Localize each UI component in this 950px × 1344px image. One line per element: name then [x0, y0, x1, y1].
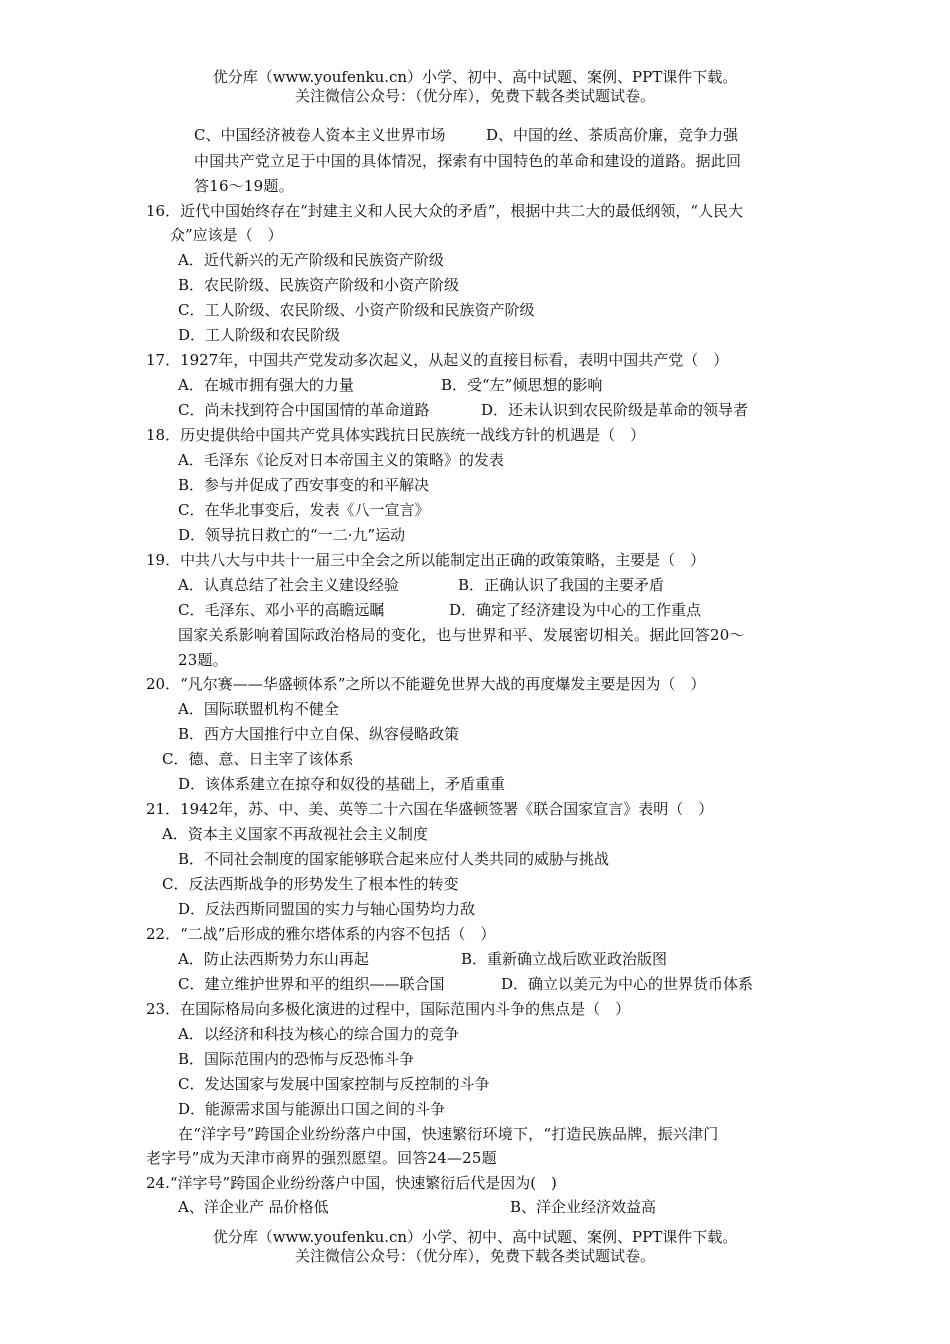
- q22-option-a: A．防止法西斯势力东山再起: [178, 950, 369, 968]
- q20-option-c: C．德、意、日主宰了该体系: [162, 750, 354, 768]
- intro-24-25-line-1: 在“洋字号”跨国企业纷纷落户中国，快速繁衍环境下，“打造民族品牌，振兴津门: [178, 1125, 719, 1143]
- intro-16-19-line-1: 中国共产党立足于中国的具体情况，探索有中国特色的革命和建设的道路。据此回: [194, 152, 742, 170]
- page-header-line-1: 优分库（www.youfenku.cn）小学、初中、高中试题、案例、PPT课件下载。: [212, 68, 738, 86]
- q16-option-d: D．工人阶级和农民阶级: [178, 326, 341, 344]
- page-footer-line-1: 优分库（www.youfenku.cn）小学、初中、高中试题、案例、PPT课件下载。: [212, 1228, 738, 1246]
- q19-option-c: C．毛泽东、邓小平的高瞻远瞩: [178, 601, 385, 619]
- q18-option-c: C．在华北事变后，发表《八一宣言》: [178, 501, 430, 519]
- q23-option-b: B．国际范围内的恐怖与反恐怖斗争: [178, 1050, 415, 1068]
- q20-option-b: B．西方大国推行中立自保、纵容侵略政策: [178, 725, 460, 743]
- intro-20-23-line-2: 23题。: [178, 651, 228, 669]
- q22-stem: 22．“二战”后形成的雅尔塔体系的内容不包括（ ）: [146, 925, 496, 943]
- q23-option-c: C．发达国家与发展中国家控制与反控制的斗争: [178, 1075, 490, 1093]
- q17-option-a: A．在城市拥有强大的力量: [178, 376, 354, 394]
- q19-option-d: D．确定了经济建设为中心的工作重点: [449, 601, 702, 619]
- q18-option-b: B．参与并促成了西安事变的和平解决: [178, 476, 430, 494]
- q19-stem: 19．中共八大与中共十一届三中全会之所以能制定出正确的政策策略，主要是（ ）: [146, 551, 706, 569]
- q15-option-c: C、中国经济被卷人资本主义世界市场: [194, 126, 446, 144]
- q24-stem: 24.“洋字号”跨国企业纷纷落户中国，快速繁衍后代是因为( ): [146, 1174, 557, 1192]
- page-header-line-2: 关注微信公众号：（优分库），免费下载各类试题试卷。: [294, 87, 655, 105]
- q20-option-a: A．国际联盟机构不健全: [178, 700, 339, 718]
- q21-option-b: B．不同社会制度的国家能够联合起来应付人类共同的威胁与挑战: [178, 850, 610, 868]
- q24-option-b: B、洋企业经济效益高: [510, 1198, 657, 1216]
- q18-stem: 18．历史提供给中国共产党具体实践抗日民族统一战线方针的机遇是（ ）: [146, 426, 646, 444]
- q15-option-d: D、中国的丝、茶质高价廉，竞争力强: [486, 126, 739, 144]
- intro-20-23-line-1: 国家关系影响着国际政治格局的变化，也与世界和平、发展密切相关。据此回答20～: [178, 626, 745, 644]
- q19-option-b: B．正确认识了我国的主要矛盾: [458, 576, 665, 594]
- page-footer-line-2: 关注微信公众号：（优分库），免费下载各类试题试卷。: [294, 1247, 655, 1265]
- q17-option-b: B．受“左”倾思想的影响: [441, 376, 603, 394]
- intro-16-19-line-2: 答16～19题。: [194, 177, 294, 195]
- q20-option-d: D．该体系建立在掠夺和奴役的基础上，矛盾重重: [178, 775, 506, 793]
- q16-stem-line-2: 众”应该是（ ）: [170, 226, 283, 244]
- q16-option-b: B．农民阶级、民族资产阶级和小资产阶级: [178, 276, 460, 294]
- q22-option-d: D．确立以美元为中心的世界货币体系: [501, 975, 754, 993]
- q17-stem: 17．1927年，中国共产党发动多次起义，从起义的直接目标看，表明中国共产党（ ）: [146, 351, 729, 369]
- q21-stem: 21．1942年，苏、中、美、英等二十六国在华盛顿签署《联合国家宣言》表明（ ）: [146, 800, 714, 818]
- q24-option-a: A、洋企业产 品价格低: [178, 1198, 329, 1216]
- q23-option-a: A．以经济和科技为核心的综合国力的竞争: [178, 1025, 459, 1043]
- q22-option-c: C．建立维护世界和平的组织——联合国: [178, 975, 445, 993]
- q18-option-d: D．领导抗日救亡的“一二·九”运动: [178, 526, 406, 544]
- q16-option-c: C．工人阶级、农民阶级、小资产阶级和民族资产阶级: [178, 301, 535, 319]
- q19-option-a: A．认真总结了社会主义建设经验: [178, 576, 399, 594]
- q21-option-a: A．资本主义国家不再敌视社会主义制度: [162, 825, 428, 843]
- q17-option-c: C．尚未找到符合中国国情的革命道路: [178, 401, 430, 419]
- q23-stem: 23．在国际格局向多极化演进的过程中，国际范围内斗争的焦点是（ ）: [146, 1000, 631, 1018]
- q20-stem: 20．“凡尔赛——华盛顿体系”之所以不能避免世界大战的再度爆发主要是因为（ ）: [146, 675, 706, 693]
- q22-option-b: B．重新确立战后欧亚政治版图: [461, 950, 668, 968]
- q16-option-a: A．近代新兴的无产阶级和民族资产阶级: [178, 251, 444, 269]
- q21-option-c: C．反法西斯战争的形势发生了根本性的转变: [162, 875, 459, 893]
- q17-option-d: D．还未认识到农民阶级是革命的领导者: [481, 401, 749, 419]
- q21-option-d: D．反法西斯同盟国的实力与轴心国势均力敌: [178, 900, 476, 918]
- q23-option-d: D．能源需求国与能源出口国之间的斗争: [178, 1100, 446, 1118]
- q18-option-a: A．毛泽东《论反对日本帝国主义的策略》的发表: [178, 451, 504, 469]
- intro-24-25-line-2: 老字号”成为天津市商界的强烈愿望。回答24—25题: [146, 1149, 497, 1167]
- q16-stem-line-1: 16．近代中国始终存在“封建主义和人民大众的矛盾”，根据中共二大的最低纲领，“人民大: [146, 202, 744, 220]
